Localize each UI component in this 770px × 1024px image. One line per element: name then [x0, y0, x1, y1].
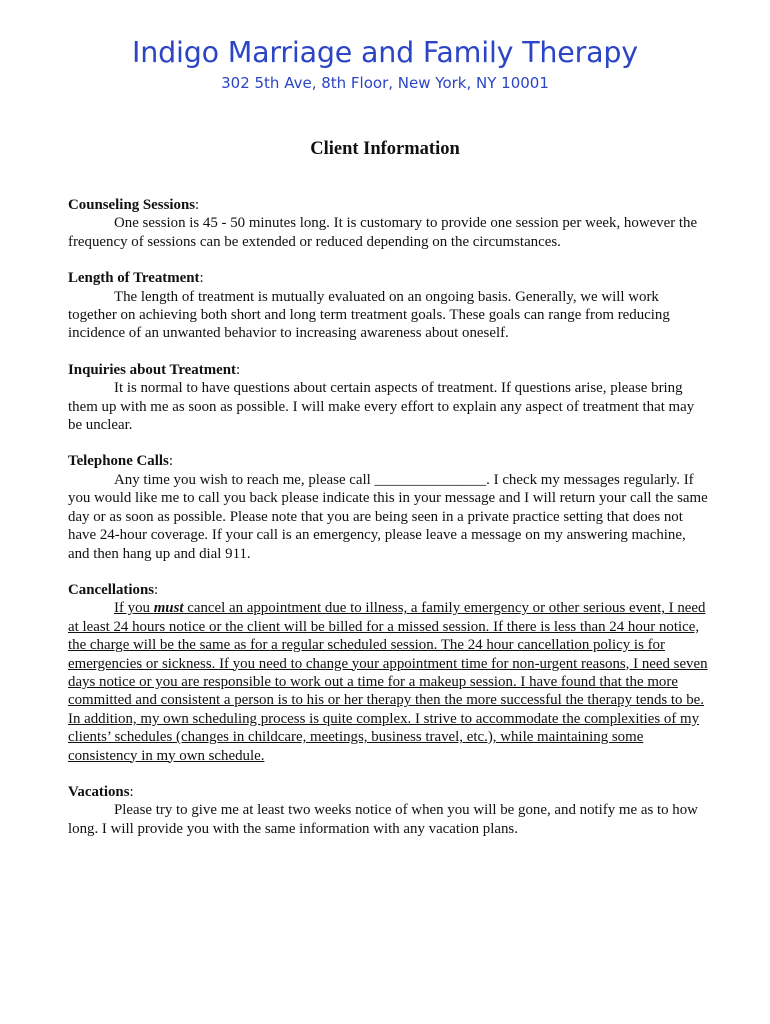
section-vacations — [68, 783, 708, 838]
practice-address: 302 5th Ave, 8th Floor, New York, NY 10001 — [221, 74, 549, 92]
section-heading-line: Cancellations: — [68, 581, 159, 598]
section-paragraph: Please try to give me at least two weeks notice of when you will be gone, and notify me as to how long. I will provide you with the same information with any vacation plans. — [68, 802, 698, 837]
section-length-of-treatment — [68, 269, 708, 343]
document-body — [68, 196, 708, 856]
section-heading-line: Telephone Calls: — [68, 453, 173, 470]
section-paragraph: It is normal to have questions about certain aspects of treatment. If questions arise, please bring them up with me as soon as possible. I will make every effort to explain any aspect of treatment that may be unclear. — [68, 380, 695, 434]
section-heading: Counseling Sessions — [68, 197, 196, 213]
section-heading-line: Inquiries about Treatment: — [68, 361, 241, 378]
policy-emphasis: must — [153, 600, 184, 617]
section-paragraph: Any time you wish to reach me, please call _______________. I check my messages regularly. If you would like me to call you back please indicate this in your message and I will return your call the same day or as soon as possible. Please note that you are being seen in a private practice setting that does not have 24-hour coverage. If your call is an emergency, please leave a message on my answering machine, and then hang up and dial 911. — [68, 471, 708, 562]
policy-text-before: If you — [114, 600, 154, 617]
section-heading: Inquiries about Treatment — [68, 361, 236, 378]
document-title: Client Information — [310, 139, 460, 159]
section-heading: Length of Treatment — [68, 270, 200, 287]
practice-name: Indigo Marriage and Family Therapy — [132, 36, 638, 69]
section-heading-line: Vacations: — [68, 783, 134, 800]
section-inquiries — [68, 361, 708, 435]
section-paragraph: The length of treatment is mutually evaluated on an ongoing basis. Generally, we will work together on achieving both short and long term treatment goals. These goals can range from reducing incidence of an unwanted behavior to increasing awareness about oneself. — [68, 288, 670, 342]
section-cancellations — [68, 581, 708, 765]
section-telephone-calls — [68, 452, 708, 562]
section-heading-line: Counseling Sessions: — [68, 197, 200, 213]
section-heading: Cancellations — [68, 581, 155, 598]
cancellation-policy-paragraph — [68, 599, 708, 765]
section-heading: Vacations — [68, 783, 130, 800]
section-counseling-sessions — [68, 196, 708, 251]
policy-text-after: cancel an appointment due to illness, a family emergency or other serious event, I need at least 24 hours notice or the client will be billed for a missed session. If there is less than 24 hour notice, the charge will be the same as for a regular scheduled session. The 24 hour cancellation policy is for emergencies or sickness. If you need to change your appointment time for non-urgent reasons, I need seven days notice or you are responsible to work out a time for a makeup session. I have found that the more committed and consistent a person is to his or her therapy then the more successful the therapy tends to be. In addition, my own scheduling process is quite complex. I strive to accommodate the complexities of my clients’ schedules (changes in childcare, meetings, business travel, etc.), while maintaining some consistency in my own schedule. — [68, 600, 708, 764]
section-heading: Telephone Calls — [68, 453, 169, 470]
section-paragraph: One session is 45 - 50 minutes long. It is customary to provide one session per week, however the frequency of sessions can be extended or reduced depending on the circumstances. — [68, 215, 698, 250]
section-heading-line: Length of Treatment: — [68, 270, 204, 287]
